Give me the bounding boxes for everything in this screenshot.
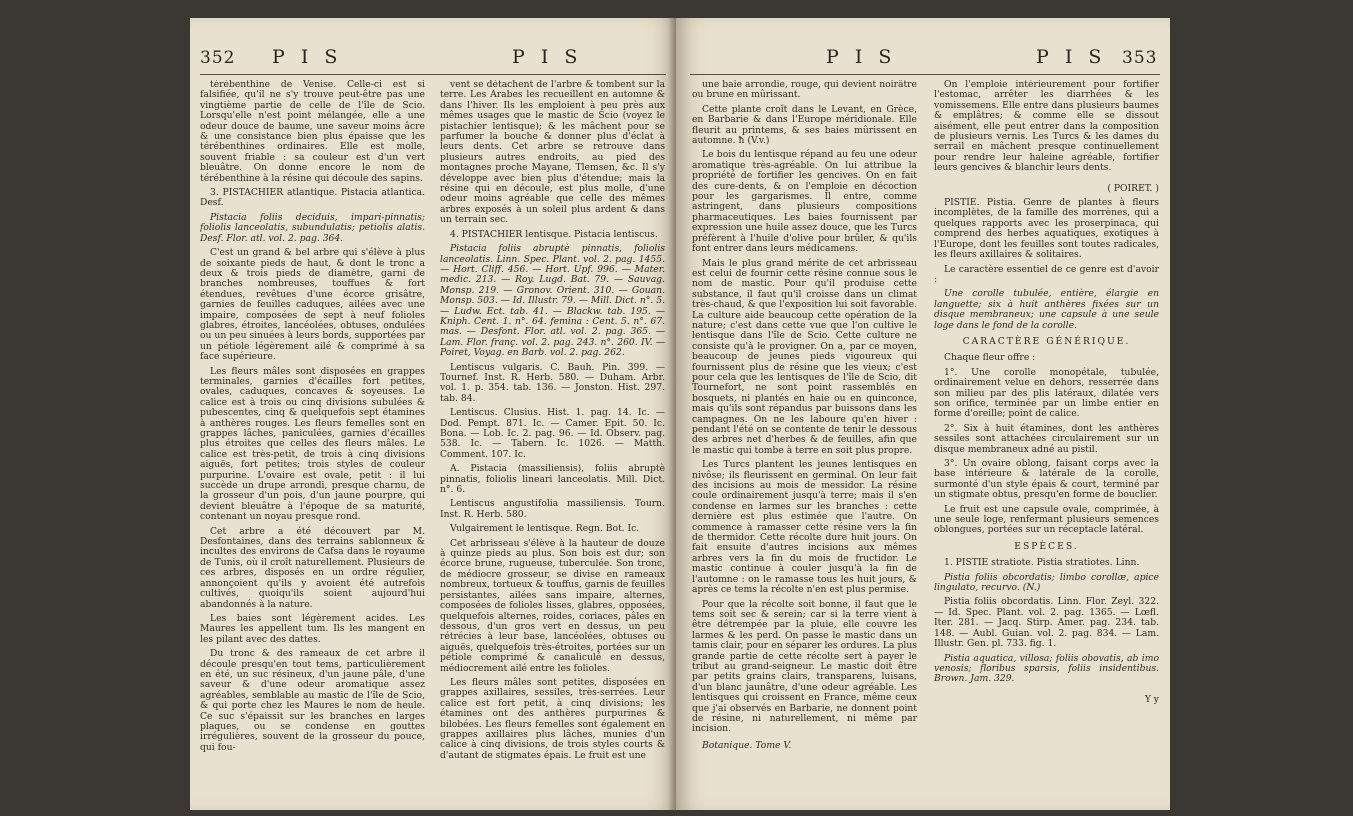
species-heading: 4. PISTACHIER lentisque. Pistacia lentiscus. [450, 228, 658, 240]
essential-character: Une corolle tubulée, entière, élargie en languette; six à huit anthères fixées sur un disque membraneux; une capsule à une seule loge dans le fond de la corolle. [934, 288, 1159, 331]
paragraph: Le fruit est une capsule ovale, comprimée, à une seule loge, renfermant plusieurs semences oblongues, portées sur un réceptacle latéral. [934, 503, 1159, 536]
left-running-head-2: P I S [512, 46, 583, 68]
right-running-head-1: P I S [826, 46, 897, 68]
synonym: Vulgairement le lentisque. Regn. Bot. Ic. [450, 523, 640, 535]
section-heading: ESPÈCES. [1014, 540, 1079, 552]
paragraph: C'est un grand & bel arbre qui s'élève à plus de soixante pieds de haut, & dont le tronc a deux & trois pieds de diamètre, garni de branches nombreuses, touffues & fort étendues, revêtues d'une écorce grisâtre, garnies de feuilles caduques, ailées avec une impaire, composées de sept à neuf folioles glabres, étroites, lancéolées, obtuses, ondulées ou un peu sinuées à leurs bords, supportées par un pétiole légèrement ailé & comprimé à sa face supérieure. [200, 247, 425, 363]
latin-diagnosis: Pistacia foliis deciduis, impari-pinnatis; foliolis lanceolatis, subundulatis; petiolis alatis. Desf. Flor. atl. vol. 2. pag. 364. [200, 211, 425, 244]
paragraph: une baie arrondie, rouge, qui devient noirâtre ou brune en mûrissant. [692, 80, 917, 101]
species-heading: 3. PISTACHIER atlantique. Pistacia atlantica. Desf. [200, 187, 425, 209]
paragraph: Les baies sont légèrement acides. Les Maures les appellent tum. Ils les mangent en les pilant avec des dattes. [200, 612, 425, 645]
paragraph: Cet arbre a été découvert par M. Desfontaines, dans des terrains sablonneux & incultes des environs de Cafsa dans le royaume de Tunis, où il croît naturellement. Plusieurs de ces arbres, disposés en un ordre régulier, annonçoient qu'ils y avoient été autrefois cultivés, quoiqu'ils soient aujourd'hui abandonnés à la nature. [200, 525, 425, 610]
paragraph: 2°. Six à huit étamines, dont les anthères sessiles sont attachées circulairement sur un disque membraneux adné au pistil. [934, 422, 1159, 455]
paragraph: Pour que la récolte soit bonne, il faut que le tems soit sec & serein; car si la terre vient à être détrempée par la pluie, elle couvre les larmes & les perd. On passe le mastic dans un tamis clair, pour en séparer les ordures. La plus grande partie de cette récolte sert à payer le tribut au grand-seigneur. Le mastic doit être par petits grains clairs, transparens, luisans, d'un blanc jaunâtre, d'une odeur agréable. Les lentisques qui croissent en France, même ceux que j'ai observés en Barbarie, ne donnent point de résine, ni naturellement, ni même par incision. [692, 598, 917, 735]
paragraph: 3°. Un ovaire oblong, faisant corps avec la base intérieure & latérale de la corolle, surmonté d'un style épais & court, terminé par un stigmate obtus, presqu'en forme de bouclier. [934, 458, 1159, 501]
synonym: Pistia aquatica, villosa; foliis obovatis, ab imo venosis; floribus sparsis, foliis insidentibus. Brown. Jam. 329. [934, 652, 1159, 685]
left-page-number: 352 [200, 48, 236, 68]
right-page-number: 353 [1122, 48, 1158, 68]
header-rule [690, 74, 1160, 75]
synonym: A. Pistacia (massiliensis), foliis abruptè pinnatis, foliolis lineari lanceolatis. Mill. Dict. n°. 6. [440, 463, 665, 496]
synonym: Lentiscus vulgaris. C. Bauh. Pin. 399. — Tournef. Inst. R. Herb. 580. — Duham. Arbr. vol. 1. p. 354. tab. 136. — Jonston. Hist. 297. tab. 84. [440, 361, 665, 404]
paragraph: 1°. Une corolle monopétale, tubulée, ordinairement velue en dehors, resserrée dans son milieu par des plis latéraux, dilatée vers son orifice, terminée par un limbe entier en forme d'oreille; point de calice. [934, 366, 1159, 420]
right-page [676, 18, 1170, 810]
species-heading: 1. PISTIE stratiote. Pistia stratiotes. Linn. [944, 557, 1140, 569]
paragraph: Les fleurs mâles sont disposées en grappes terminales, garnies d'écailles fort petites, ovales, caduques, concaves & soyeuses. Le calice est à trois ou cinq divisions subulées & pubescentes, cinq & quelquefois sept étamines à anthères rouges. Les fleurs femelles sont en grappes lâches, paniculées, garnies d'écailles plus étroites que celles des fleurs mâles. Le calice est très-petit, de trois à cinq divisions aiguës, fort petites; trois styles de couleur purpurine. L'ovaire est ovale, petit : il lui succède un drupe arrondi, presque charnu, de la grosseur d'un pois, d'un jaune pourpre, qui devient bleuâtre à l'époque de sa maturité, contenant un noyau presque rond. [200, 365, 425, 523]
left-column-2 [440, 80, 665, 800]
synonym: Lentiscus. Clusius. Hist. 1. pag. 14. Ic. — Dod. Pempt. 871. Ic. — Camer. Epit. 50. Ic. Bona. — Lob. Ic. 2. pag. 96. — Id. Observ. pag. 538. Ic. — Tabern. Ic. 1026. — Matth. Comment. 107. Ic. [440, 407, 665, 460]
paragraph: Les Turcs plantent les jeunes lentisques en nivôse; ils fleurissent en germinal. On leur fait des incisions au mois de messidor. La résine coule ordinairement jusqu'à terre; mais il s'en condense en larmes sur les branches : cette dernière est plus estimée que l'autre. On commence à ramasser cette résine vers la fin de thermidor. Cette récolte dure huit jours. On fait ensuite d'autres incisions aux mêmes arbres vers la fin du mois de fructidor. Le mastic continue à couler jusqu'à la fin de l'automne : on le ramasse tous les huit jours, & après ce tems la récolte n'en est plus permise. [692, 459, 917, 596]
paragraph: Cette plante croît dans le Levant, en Grèce, en Barbarie & dans l'Europe méridionale. Elle fleurit au printems, & ses baies mûrissent en automne. ħ (V.v.) [692, 103, 917, 147]
signature-mark: Y y [1144, 693, 1159, 705]
right-column-2 [934, 80, 1159, 800]
latin-diagnosis: Pistia foliis obcordatis; limbo corollæ, apice lingulato, recurvo. (N.) [934, 571, 1159, 594]
left-running-head-1: P I S [272, 46, 343, 68]
paragraph: térébenthine de Venise. Celle-ci est si falsifiée, qu'il ne s'y trouve peut-être pas une vingtième partie de celle de l'île de Scio. Lorsqu'elle n'est point mélangée, elle a une odeur douce de baume, une saveur moins âcre & une consistance bien plus épaisse que les térébenthines ordinaires. Elle est molle, souvent friable : sa couleur est d'un vert bleuâtre. On donne encore le nom de térébenthine à la résine qui découle des sapins. [200, 80, 425, 184]
latin-diagnosis: Pistacia foliis abruptè pinnatis, foliolis lanceolatis. Linn. Spec. Plant. vol. 2. pag. 1455. — Hort. Cliff. 456. — Hort. Upf. 996. — Mater. medic. 213. — Roy. Lugd. Bat. 79. — Sauvag. Monsp. 219. — Gronov. Orient. 310. — Gouan. Monsp. 503. — Id. Illustr. 79. — Mill. Dict. n°. 5. — Ludw. Ect. tab. 41. — Blackw. tab. 195. — Kniph. Cent. 1. n°. 64. femina : Cent. 5. n°. 67. mas. — Desfont. Flor. atl. vol. 2. pag. 365. — Lam. Flor. franç. vol. 2. pag. 243. n°. 260. IV. — Poiret, Voyag. en Barb. vol. 2. pag. 262. [440, 243, 665, 359]
synonym: Pistia foliis obcordatis. Linn. Flor. Zeyl. 322. — Id. Spec. Plant. vol. 2. pag. 1365. — Lœfl. Iter. 281. — Jacq. Stirp. Amer. pag. 234. tab. 148. — Aubl. Guian. vol. 2. pag. 834. — Lam. Illustr. Gen. pl. 733. fig. 1. [934, 596, 1159, 650]
genus-entry: PISTIE. Pistia. Genre de plantes à fleurs incomplètes, de la famille des morrènes, qui a quelques rapports avec les proserpinaca, qui comprend des herbes aquatiques, exotiques à l'Europe, dont les feuilles sont toutes radicales, les fleurs axillaires & solitaires. [934, 197, 1159, 261]
section-heading: CARACTÈRE GÉNÉRIQUE. [962, 335, 1131, 347]
header-rule [200, 74, 666, 75]
right-column-1 [692, 80, 917, 800]
paragraph: vent se détachent de l'arbre & tombent sur la terre. Les Arabes les recueillent en automne & dans l'hiver. Ils les emploient à peu près aux mêmes usages que le mastic de Scio (voyez le pistachier lentisque); & les mâchent pour se parfumer la bouche & donner plus d'éclat à leurs dents. Cet arbre se retrouve dans plusieurs autres endroits, au pied des montagnes proche Mayane, Tlemsen, &c. Il s'y développe avec bien plus d'étendue; mais la résine qui en découle, est plus molle, d'une odeur moins agréable que celle des mêmes arbres exposés à un soleil plus ardent & dans un terrain sec. [440, 80, 665, 226]
right-running-head-2: P I S [1036, 46, 1107, 68]
paragraph: Mais le plus grand mérite de cet arbrisseau est celui de fournir cette résine connue sous le nom de mastic. Pour qu'il produise cette substance, il faut qu'il croisse dans un climat très-chaud, & que l'exposition lui soit favorable. La culture aide beaucoup cette opération de la nature; c'est dans cette vue que l'on cultive le lentisque dans l'île de Scio. Cette culture ne consiste qu'à le provigner. On a, par ce moyen, beaucoup de jeunes pieds vigoureux qui fournissent plus de résine que les vieux; c'est pour cela que les lentisques de l'île de Scio, dit Tournefort, ne sont point rassemblés en bosquets, ni plantés en haie ou en quinconce, mais qu'ils sont répandus par buissons dans les campagnes. On ne les laboure qu'en hiver : pendant l'été on se contente de tenir le dessous des arbres net d'herbes & de feuilles, afin que le mastic qui tombe à terre en soit plus propre. [692, 257, 917, 456]
synonym: Lentiscus angustifolia massiliensis. Tourn. Inst. R. Herb. 580. [440, 498, 665, 520]
left-column-1 [200, 80, 425, 800]
paragraph: Le bois du lentisque répand au feu une odeur aromatique très-agréable. On lui attribue la propriété de fortifier les gencives. On en fait des cure-dents, & on l'emploie en décoction pour les gargarismes. Il entre, comme astringent, dans plusieurs compositions pharmaceutiques. Les baies fournissent par expression une huile assez douce, que les Turcs préfèrent à l'huile d'olive pour brûler, & qu'ils font entrer dans leurs médicamens. [692, 149, 917, 255]
paragraph: Les fleurs mâles sont petites, disposées en grappes axillaires, sessiles, très-serrées. Leur calice est fort petit, à cinq divisions; les étamines ont des anthères purpurines & bilobées. Les fleurs femelles sont également en grappes axillaires plus lâches, munies d'un calice à cinq divisions, de trois styles courts & d'autant de stigmates épais. Le fruit est une [440, 676, 665, 761]
author-signature: ( POIRET. ) [1107, 182, 1159, 194]
page-footer: Botanique. Tome V. [702, 739, 792, 751]
paragraph: Du tronc & des rameaux de cet arbre il découle presqu'en tout tems, particulièrement en été, un suc résineux, d'un jaune pâle, d'une saveur & d'une odeur aromatique assez agréables, semblable au mastic de l'île de Scio, & qui porte chez les Maures le nom de heule. Ce suc s'épaissit sur les branches en larges plaques, ou se condense en gouttes irrégulières, souvent de la grosseur du pouce, qui fou- [200, 648, 425, 753]
paragraph: On l'emploie intérieurement pour fortifier l'estomac, arrêter les diarrhées & les vomissemens. Elle entre dans plusieurs baumes & emplâtres; & comme elle se dissout aisément, elle peut entrer dans la composition de plusieurs vernis. Les Turcs & les dames du serrail en mâchent presque continuellement pour rendre leur haleine agréable, fortifier leurs gencives & blanchir leurs dents. [934, 80, 1159, 174]
paragraph: Cet arbrisseau s'élève à la hauteur de douze à quinze pieds au plus. Son bois est dur; son écorce brune, rugueuse, tuberculée. Son tronc, de médiocre grosseur, se divise en rameaux nombreux, tortueux & touffus, garnis de feuilles persistantes, ailées sans impaire, alternes, composées de folioles lisses, glabres, opposées, quelquefois alternes, roides, coriaces, pâles en dessous, d'un gros vert en dessus, un peu rétrécies à leur base, lancéolées, obtuses ou aiguës, quelquefois très-étroites, portées sur un pétiole comprimé & canaliculé en dessus, médiocrement ailé entre les folioles. [440, 537, 665, 674]
paragraph: Le caractère essentiel de ce genre est d'avoir : [934, 263, 1159, 285]
left-page [190, 18, 676, 810]
paragraph: Chaque fleur offre : [944, 352, 1036, 364]
